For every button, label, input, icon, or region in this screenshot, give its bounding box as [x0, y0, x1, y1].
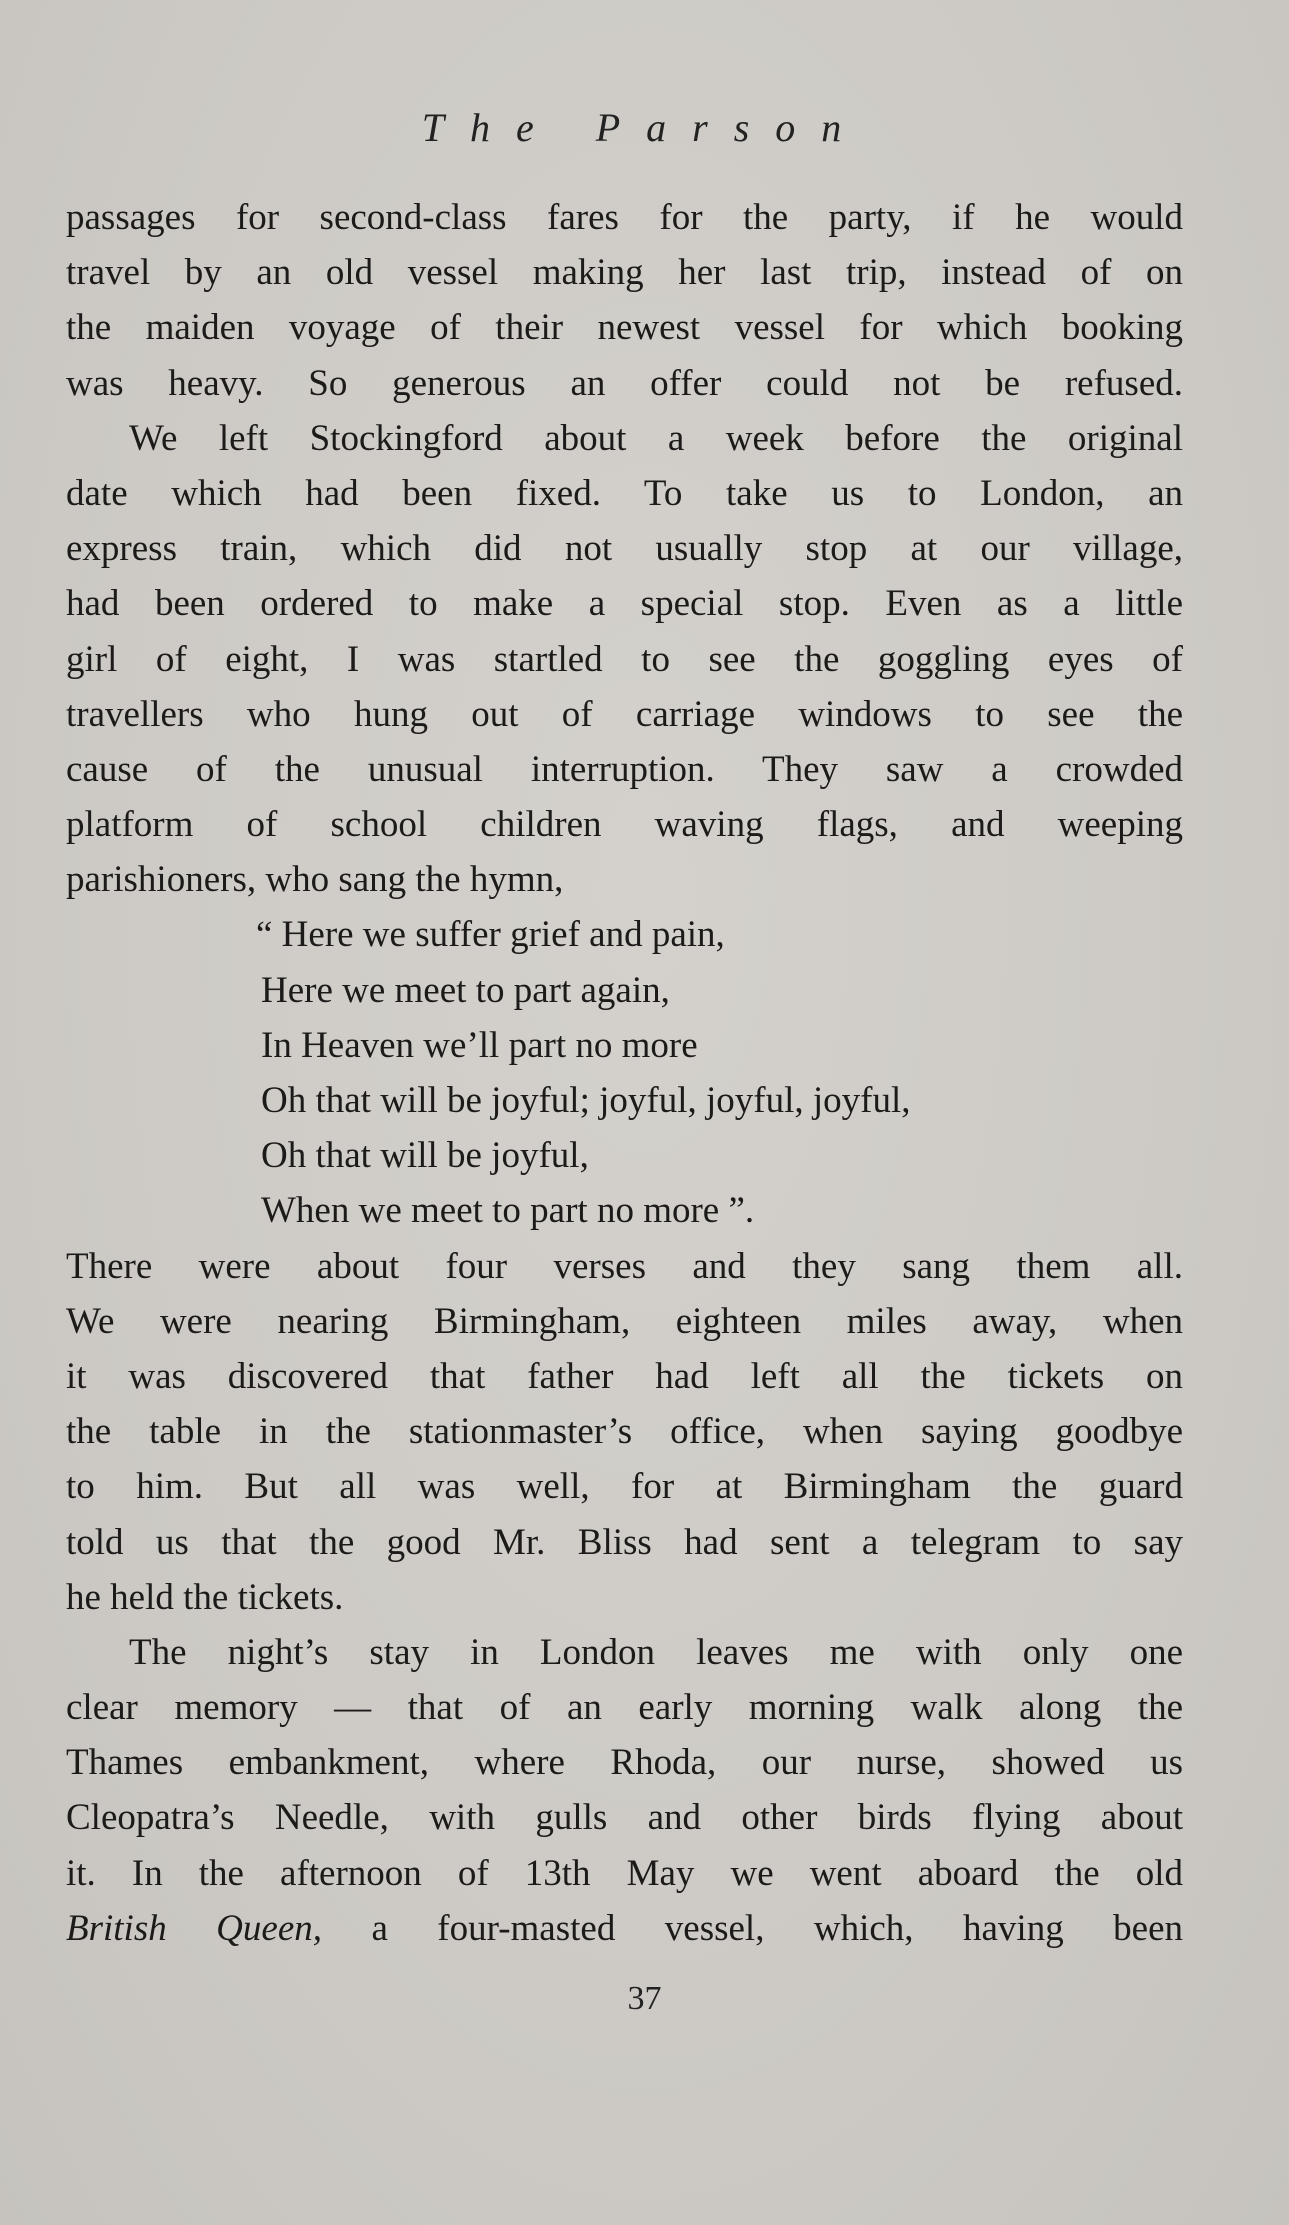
- text-line: [66, 1901, 1183, 1956]
- verse-line: “ Here we suffer grief and pain,: [256, 914, 725, 956]
- verse-line: Oh that will be joyful,: [261, 1135, 589, 1177]
- text-line: he held the tickets.: [66, 1576, 344, 1618]
- text-line: was heavy. So generous an offer could not be refused.: [66, 362, 1183, 404]
- text-line: travel by an old vessel making her last trip, instead of on: [66, 252, 1183, 294]
- text-line: travellers who hung out of carriage windows to see the: [66, 693, 1183, 735]
- text-line: Cleopatra’s Needle, with gulls and other birds flying about: [66, 1797, 1183, 1839]
- text-line: clear memory — that of an early morning walk along the: [66, 1687, 1183, 1729]
- text-line: had been ordered to make a special stop. Even as a little: [66, 583, 1183, 625]
- text-line: girl of eight, I was startled to see the goggling eyes of: [66, 638, 1183, 680]
- text-line: passages for second-class fares for the party, if he would: [66, 197, 1183, 238]
- text-line: told us that the good Mr. Bliss had sent a telegram to say: [66, 1521, 1183, 1563]
- body-text: [66, 190, 1183, 1956]
- verse-line: In Heaven we’ll part no more: [261, 1024, 698, 1066]
- verse-line: Oh that will be joyful; joyful, joyful, joyful,: [261, 1080, 911, 1121]
- text-line: to him. But all was well, for at Birmingham the guard: [66, 1466, 1183, 1508]
- page-number: 37: [627, 1980, 662, 2017]
- text-line: it. In the afternoon of 13th May we went aboard the old: [66, 1852, 1183, 1894]
- line-text: a four-masted vessel, which, having been: [322, 1907, 1183, 1949]
- running-head: The Parson: [421, 105, 868, 150]
- text-line: cause of the unusual interruption. They saw a crowded: [66, 748, 1183, 790]
- italic-text: British Queen,: [66, 1907, 322, 1949]
- text-line: Thames embankment, where Rhoda, our nurse, showed us: [66, 1742, 1183, 1784]
- text-line: We left Stockingford about a week before the original: [129, 417, 1183, 459]
- text-line: There were about four verses and they sang them all.: [66, 1245, 1183, 1287]
- text-line: it was discovered that father had left all the tickets on: [66, 1355, 1183, 1397]
- verse-line: Here we meet to part again,: [261, 969, 670, 1011]
- text-line: parishioners, who sang the hymn,: [66, 859, 564, 901]
- text-line: We were nearing Birmingham, eighteen miles away, when: [66, 1300, 1183, 1342]
- text-line: platform of school children waving flags, and weeping: [66, 804, 1183, 846]
- text-line: the table in the stationmaster’s office, when saying goodbye: [66, 1411, 1183, 1453]
- text-line: date which had been fixed. To take us to London, an: [66, 472, 1183, 514]
- verse-line: When we meet to part no more ”.: [261, 1190, 755, 1232]
- text-line: The night’s stay in London leaves me with only one: [129, 1631, 1183, 1673]
- text-line: express train, which did not usually stop at our village,: [66, 528, 1183, 570]
- text-line: the maiden voyage of their newest vessel for which booking: [66, 307, 1183, 349]
